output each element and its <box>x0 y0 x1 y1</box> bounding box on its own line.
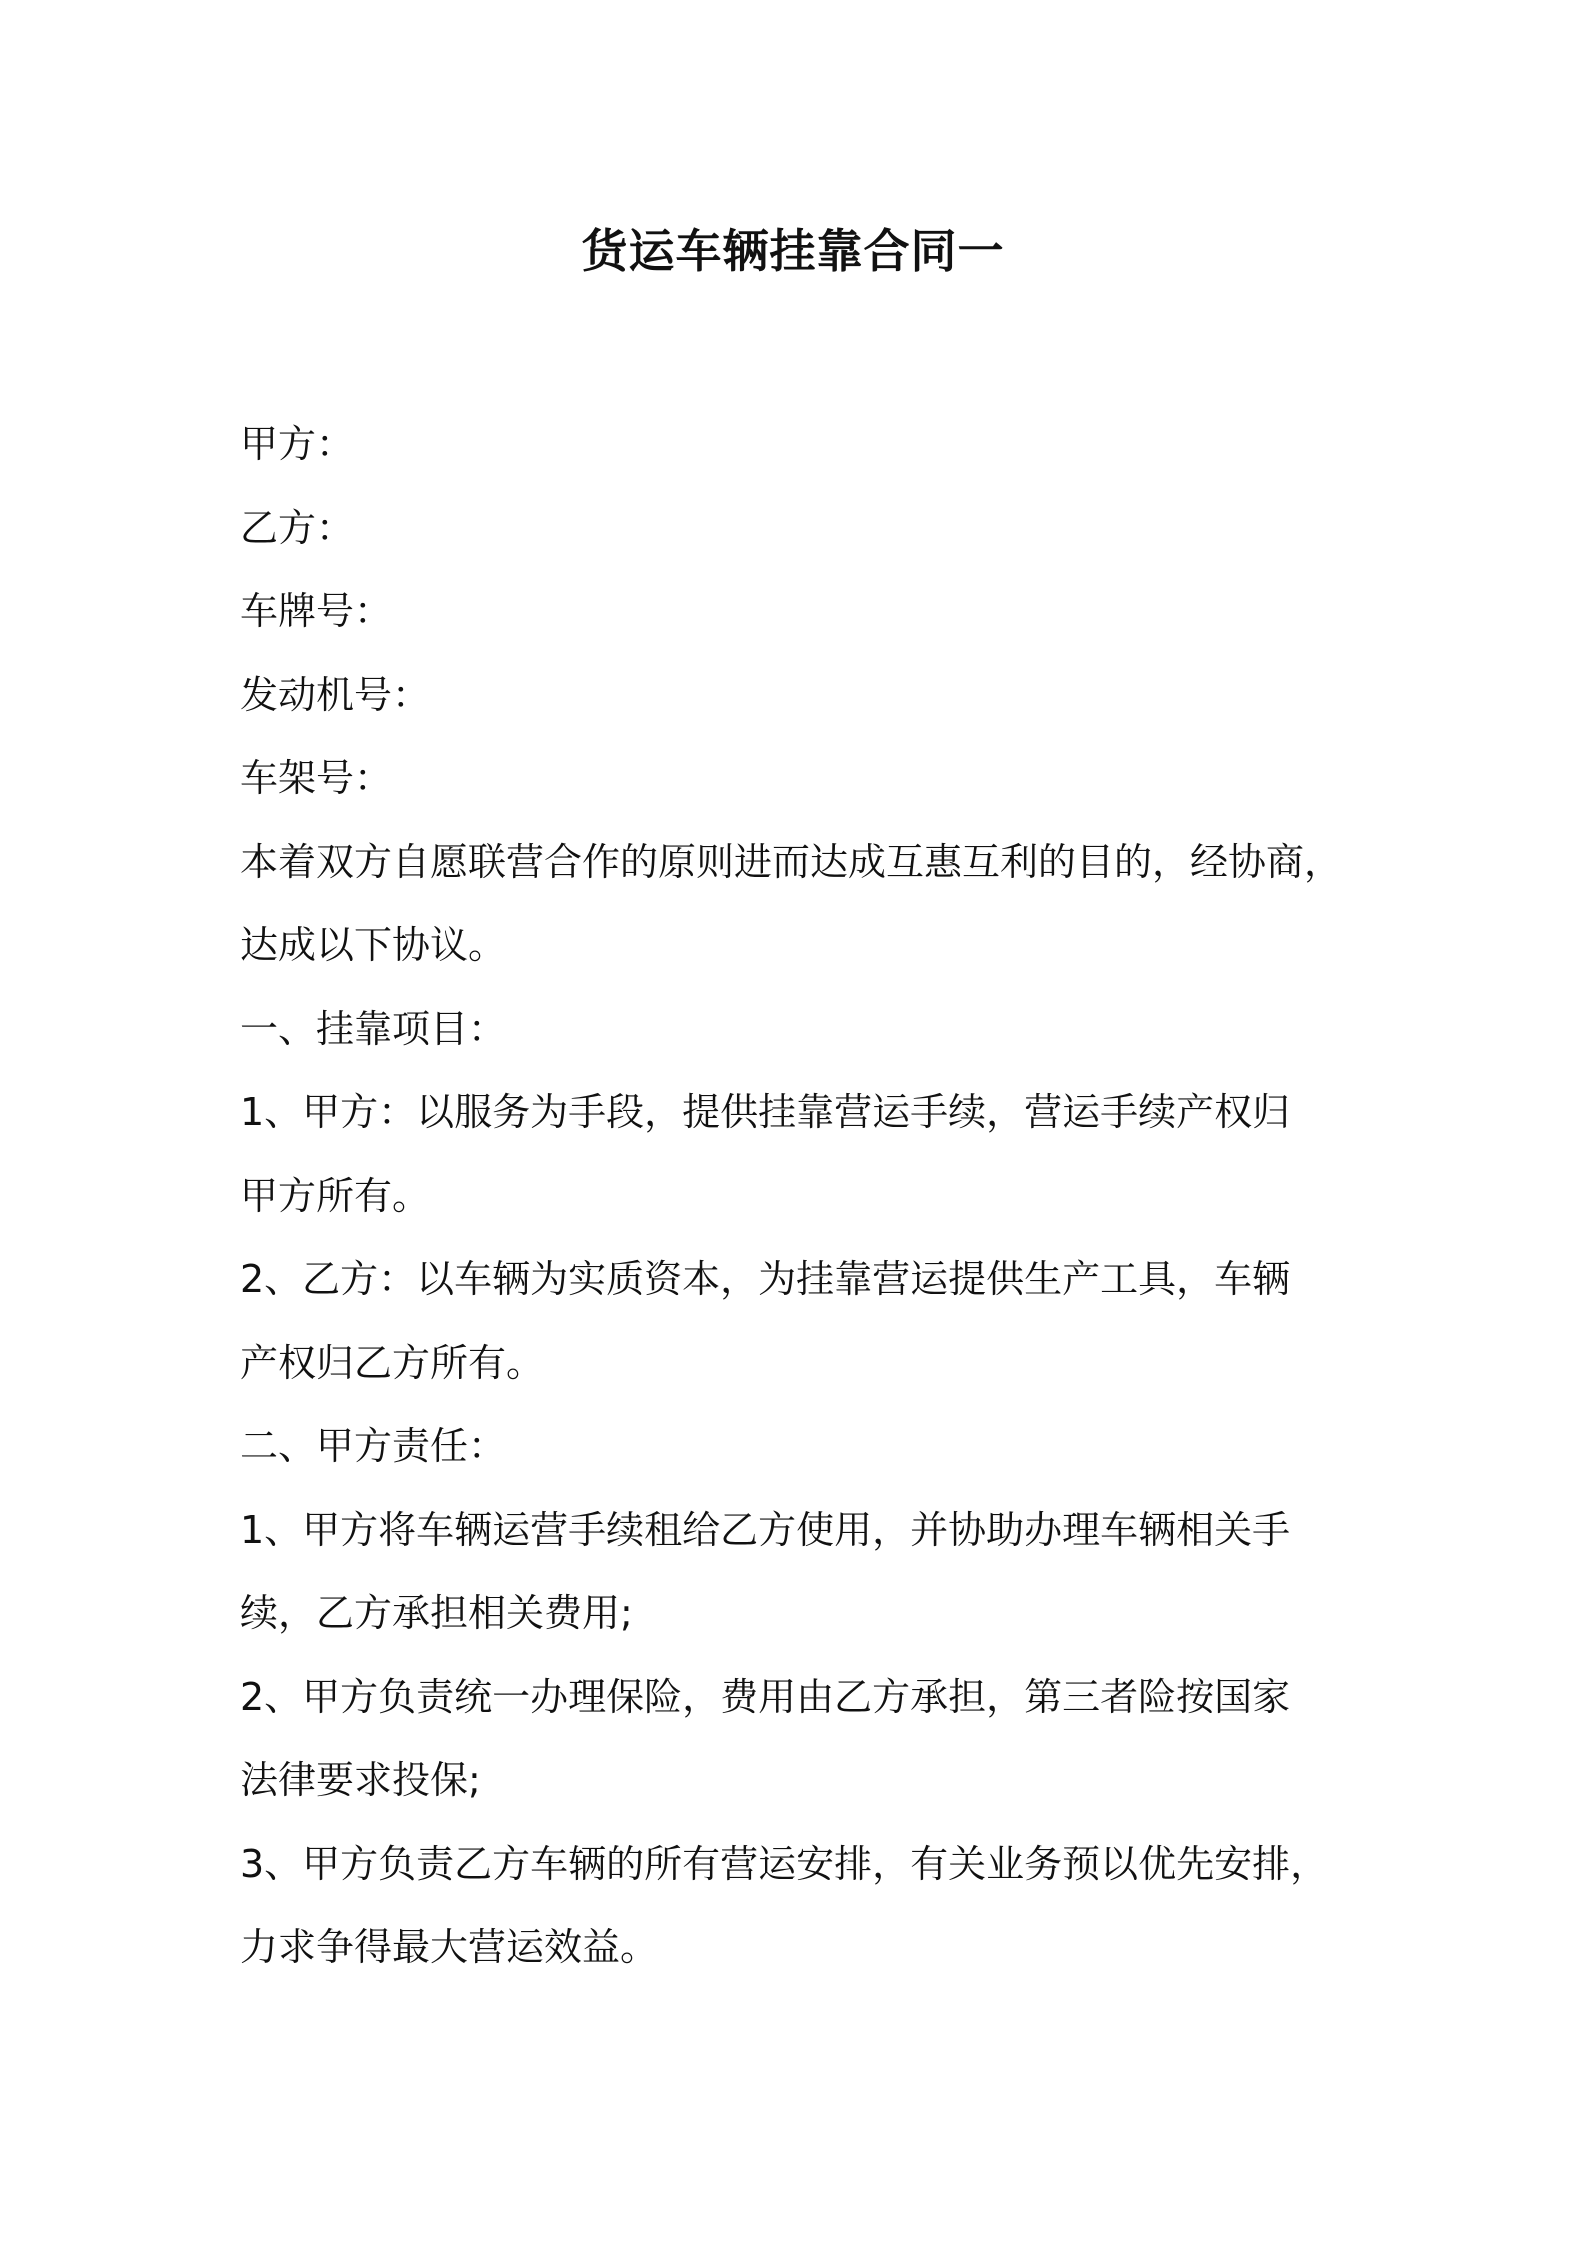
document-body <box>240 403 1375 1990</box>
clause-line: 甲方所有。 <box>240 1173 431 1218</box>
frame-number-line: 车架号： <box>240 756 393 800</box>
clause-line: 产权归乙方所有。 <box>240 1340 545 1385</box>
preamble-line: 本着双方自愿联营合作的原则进而达成互惠互利的目的，经协商， <box>240 839 1343 884</box>
party-a-line: 甲方： <box>240 422 355 466</box>
section-heading: 一、挂靠项目： <box>240 1006 507 1051</box>
engine-number-line: 发动机号： <box>240 672 431 717</box>
plate-number-line: 车牌号： <box>240 589 393 633</box>
section-heading: 二、甲方责任： <box>240 1424 507 1468</box>
clause-line: 2、甲方负责统一办理保险，费用由乙方承担，第三者险按国家 <box>240 1674 1291 1719</box>
party-b-line: 乙方： <box>240 505 355 550</box>
preamble-line: 达成以下协议。 <box>240 923 507 967</box>
clause-line: 1、甲方：以服务为手段，提供挂靠营运手续，营运手续产权归 <box>240 1090 1291 1134</box>
clause-line: 3、甲方负责乙方车辆的所有营运安排，有关业务预以优先安排， <box>240 1841 1329 1886</box>
clause-line: 法律要求投保; <box>240 1758 481 1802</box>
clause-line: 2、乙方：以车辆为实质资本，为挂靠营运提供生产工具，车辆 <box>240 1257 1291 1301</box>
clause-line: 续，乙方承担相关费用; <box>240 1591 633 1635</box>
clause-line: 力求争得最大营运效益。 <box>240 1925 659 1969</box>
document-title: 货运车辆挂靠合同一 <box>581 224 1005 278</box>
clause-line: 1、甲方将车辆运营手续租给乙方使用，并协助办理车辆相关手 <box>240 1507 1291 1552</box>
